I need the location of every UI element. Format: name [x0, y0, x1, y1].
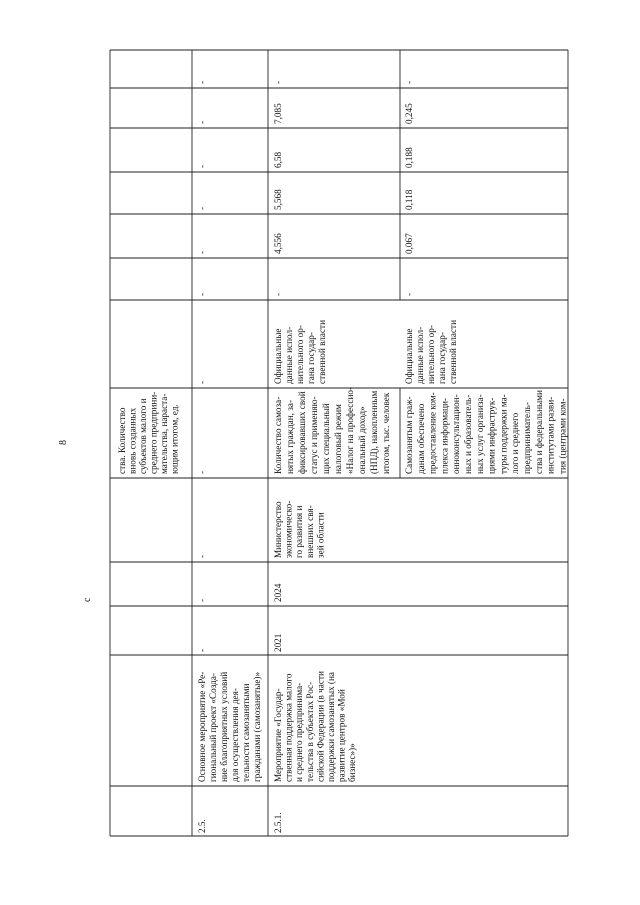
cell-line: гана государ-: [306, 332, 316, 384]
row-2-5-start: -: [197, 648, 207, 652]
cell-line: ющим итогом, ед.: [169, 404, 180, 474]
cell-line: субъектов малого и: [138, 398, 148, 474]
row-2-5-1-source-1: [273, 320, 327, 384]
row-2-5-1-indicator-2: [404, 390, 567, 474]
cell-line: предоставление ком-: [427, 392, 438, 474]
cell-line: Основное мероприятие «Ре-: [197, 671, 207, 782]
row-2-5-2022: -: [197, 206, 207, 210]
cell-line: для осуществления дея-: [230, 688, 240, 782]
stray-mark: с: [82, 597, 93, 602]
cell-line: го развития и: [294, 505, 305, 558]
cell-line: вновь созданных: [127, 407, 138, 474]
row-2-5-1-2023-2: 0,188: [404, 147, 414, 168]
cell-line: предприниматель-: [522, 402, 532, 474]
row-2-5-1-2021-1: 4,556: [273, 233, 283, 254]
cell-line: нительного ор-: [426, 325, 436, 384]
cell-line: туры поддержки ма-: [498, 394, 509, 474]
row-2-5-1-end: 2024: [273, 583, 283, 602]
cell-line: «Налог на профессио-: [345, 386, 355, 474]
cell-line: нятых граждан, за-: [285, 399, 295, 474]
cell-line: гана государ-: [437, 332, 447, 384]
cell-line: Официальные: [404, 328, 414, 384]
row-2-5-source: -: [197, 380, 207, 384]
cell-line: итогом, тыс. человек: [381, 392, 391, 474]
row-2-5-1-2021-2: 0,067: [404, 233, 414, 254]
cell-line: лого и среднего: [510, 412, 521, 474]
row-2-5-1-2023-1: 6,58: [273, 151, 283, 168]
cell-line: развитие центров «Мой: [336, 689, 347, 782]
cell-line: плекса информаци-: [439, 398, 450, 474]
cell-line: Самозанятым граж-: [404, 396, 414, 474]
cell-line: институтами разви-: [545, 396, 556, 474]
cell-line: ственной власти: [317, 320, 327, 384]
cell-line: щих специальный: [321, 403, 331, 474]
cell-line: тия (центрами ком-: [557, 398, 568, 474]
cell-line: ональный доход»: [357, 406, 367, 474]
cell-line: тельства в субъектах Рос-: [304, 681, 315, 782]
cell-line: бизнес»)»: [347, 743, 358, 782]
cell-line: сийской Федерации (в части: [315, 671, 326, 782]
cell-line: нительного ор-: [295, 325, 305, 384]
row-2-5-1-2024-1: 7,085: [273, 103, 283, 124]
cell-line: фиксировавших свой: [297, 391, 307, 474]
cell-line: данам обеспечено: [415, 403, 426, 474]
row-2-5-1-last-1: -: [273, 80, 283, 84]
cell-line: ственной власти: [448, 320, 458, 384]
cell-line: ных и образователь-: [463, 394, 473, 474]
cell-line: экономическо-: [283, 500, 294, 558]
row-2-5-1-start: 2021: [273, 633, 283, 652]
cell-line: внешних свя-: [304, 505, 315, 558]
row-2-5-1-2022-1: 5,568: [273, 189, 283, 210]
row-2-5-name: [197, 672, 262, 782]
row-2-5-last: -: [197, 80, 207, 84]
cell-line: налоговый режим: [333, 404, 343, 474]
row-2-5-2023: -: [197, 164, 207, 168]
row-2-5-number: 2.5.: [197, 819, 207, 833]
cell-line: (НПД), накопленным: [369, 390, 379, 474]
row-2-5-1-2022-2: 0,118: [404, 189, 414, 210]
row-2-5-base: -: [197, 292, 207, 296]
row-2-5-indicator: -: [197, 470, 207, 474]
cell-line: данные испол-: [415, 326, 425, 384]
row-2-5-1-base-1: -: [273, 292, 283, 296]
row-2-5-executor: -: [197, 554, 207, 558]
row-2-5-1-2024-2: 0,245: [404, 103, 414, 124]
cell-line: мательства, нараста-: [159, 393, 169, 474]
page-number: 8: [58, 440, 69, 445]
cell-line: ние благоприятных условий: [219, 671, 229, 782]
cell-line: данные испол-: [284, 326, 294, 384]
row-2-5-end: -: [197, 598, 207, 602]
cell-line: циями инфраструк-: [486, 397, 497, 474]
row-2-5-1-source-2: [404, 320, 458, 384]
cell-line: ственная поддержка малого: [283, 673, 294, 782]
cell-line: поддержки самозанятых (на: [326, 672, 336, 782]
cell-line: онноконсультацион-: [451, 394, 462, 474]
cell-line: зей области: [315, 512, 326, 558]
cell-line: гражданами (самозанятые)»: [252, 671, 262, 782]
cell-line: ства и федеральными: [533, 390, 544, 474]
cell-line: Количество самоза-: [273, 396, 283, 474]
row-2-5-1-base-2: -: [404, 292, 414, 296]
cell-line: и среднего предпринима-: [294, 682, 305, 782]
cell-line: гиональный проект «Созда-: [208, 673, 218, 782]
cell-line: ства. Количество: [117, 407, 127, 474]
cell-line: Мероприятие «Государ-: [273, 688, 283, 782]
row-2-5-1-number: 2.5.1.: [273, 812, 283, 833]
row-2-5-2024: -: [197, 120, 207, 124]
row-2-5-1-last-2: -: [404, 80, 414, 84]
row-2-5-2021: -: [197, 250, 207, 254]
cell-line: Официальные: [273, 328, 283, 384]
cell-line: Министерство: [273, 501, 283, 558]
cell-line: ных услуг организа-: [474, 394, 485, 474]
cell-line: статус и применяю-: [309, 396, 319, 474]
cell-line: среднего предприни-: [148, 391, 159, 474]
cell-line: тельности самозанятыми: [241, 683, 251, 782]
